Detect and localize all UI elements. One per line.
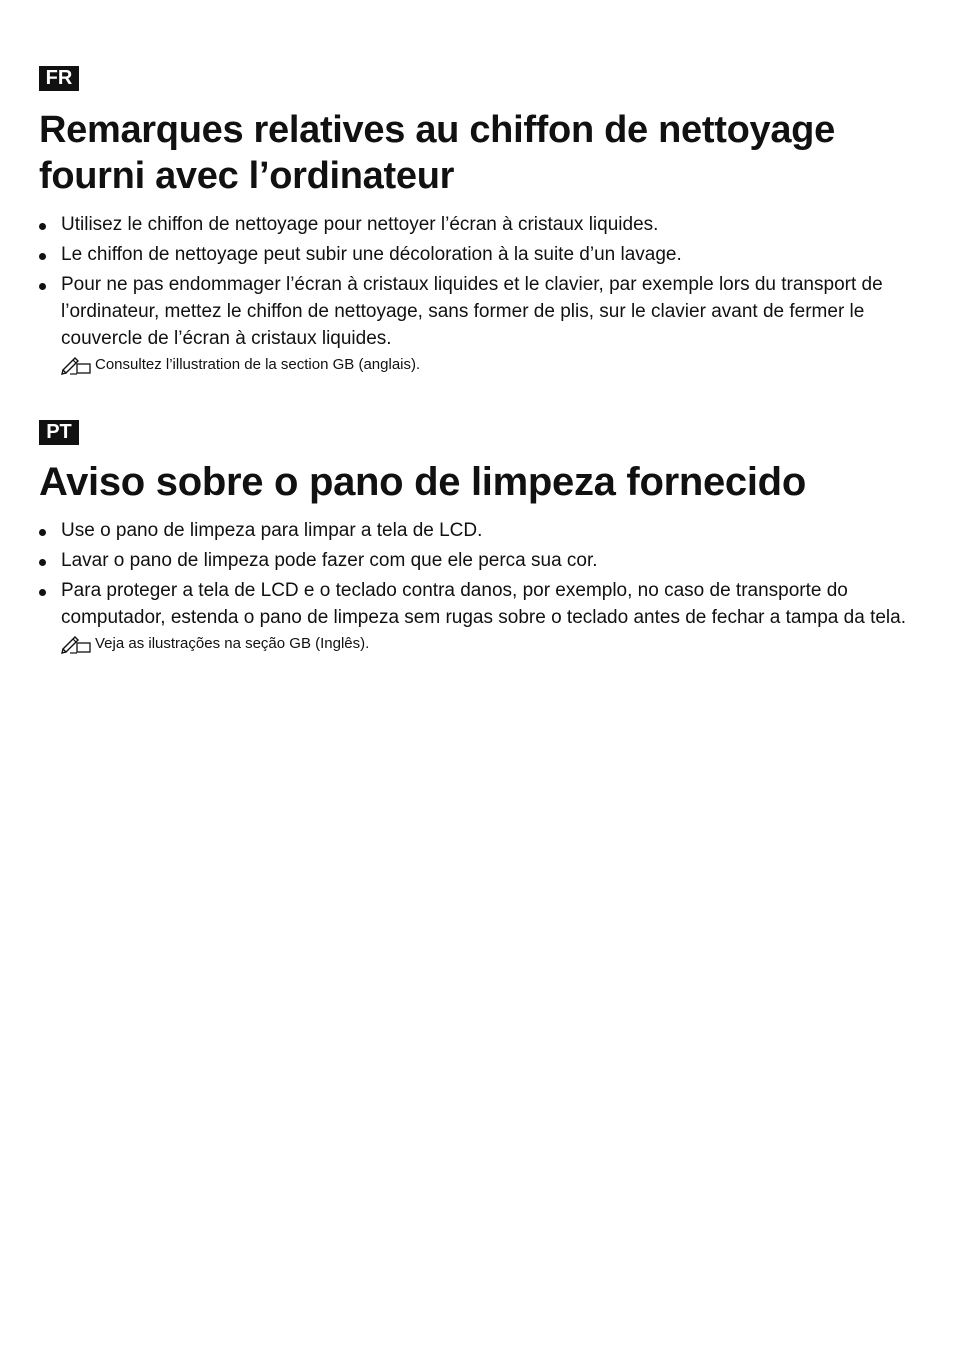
bullet-icon (39, 223, 46, 230)
list-item-text: Use o pano de limpeza para limpar a tela de LCD. (61, 520, 483, 541)
list-item (39, 241, 919, 268)
list-item-text: Utilisez le chiffon de nettoyage pour nettoyer l’écran à cristaux liquides. (61, 214, 659, 235)
list-item (39, 517, 919, 544)
language-badge-pt: PT (39, 420, 79, 445)
list-item (39, 577, 919, 631)
list-item-text: Lavar o pano de limpeza pode fazer com que ele perca sua cor. (61, 550, 598, 571)
language-badge-fr: FR (39, 66, 79, 91)
section-title-fr: Remarques relatives au chiffon de nettoyage fourni avec l’ordinateur (39, 109, 835, 197)
bullet-icon (39, 529, 46, 536)
section-fr (39, 66, 919, 375)
list-item-text: Para proteger a tela de LCD e o teclado contra danos, por exemplo, no caso de transporte do computador, estenda o pano de limpeza sem rugas sobre o teclado antes de fechar a tampa da tela. (61, 580, 906, 628)
section-pt (39, 420, 919, 654)
note-text: Veja as ilustrações na seção GB (Inglês). (95, 635, 370, 652)
bullet-icon (39, 589, 46, 596)
pencil-note-icon (61, 634, 93, 654)
bullet-icon (39, 253, 46, 260)
note-fr (61, 355, 919, 375)
list-item-text: Le chiffon de nettoyage peut subir une décoloration à la suite d’un lavage. (61, 244, 682, 265)
list-item (39, 547, 919, 574)
section-title-pt: Aviso sobre o pano de limpeza fornecido (39, 460, 806, 504)
note-pt (61, 634, 919, 654)
list-item (39, 211, 919, 238)
bullet-icon (39, 559, 46, 566)
bullet-icon (39, 283, 46, 290)
note-text: Consultez l’illustration de la section GB (anglais). (95, 356, 421, 373)
pencil-note-icon (61, 355, 93, 375)
list-item (39, 271, 919, 352)
bullet-list-fr (39, 211, 919, 352)
list-item-text: Pour ne pas endommager l’écran à cristaux liquides et le clavier, par exemple lors du transport de l’ordinateur, mettez le chiffon de nettoyage, sans former de plis, sur le clavier avant de fermer le couvercle de l’écran à cristaux liquides. (61, 274, 883, 349)
bullet-list-pt (39, 517, 919, 631)
